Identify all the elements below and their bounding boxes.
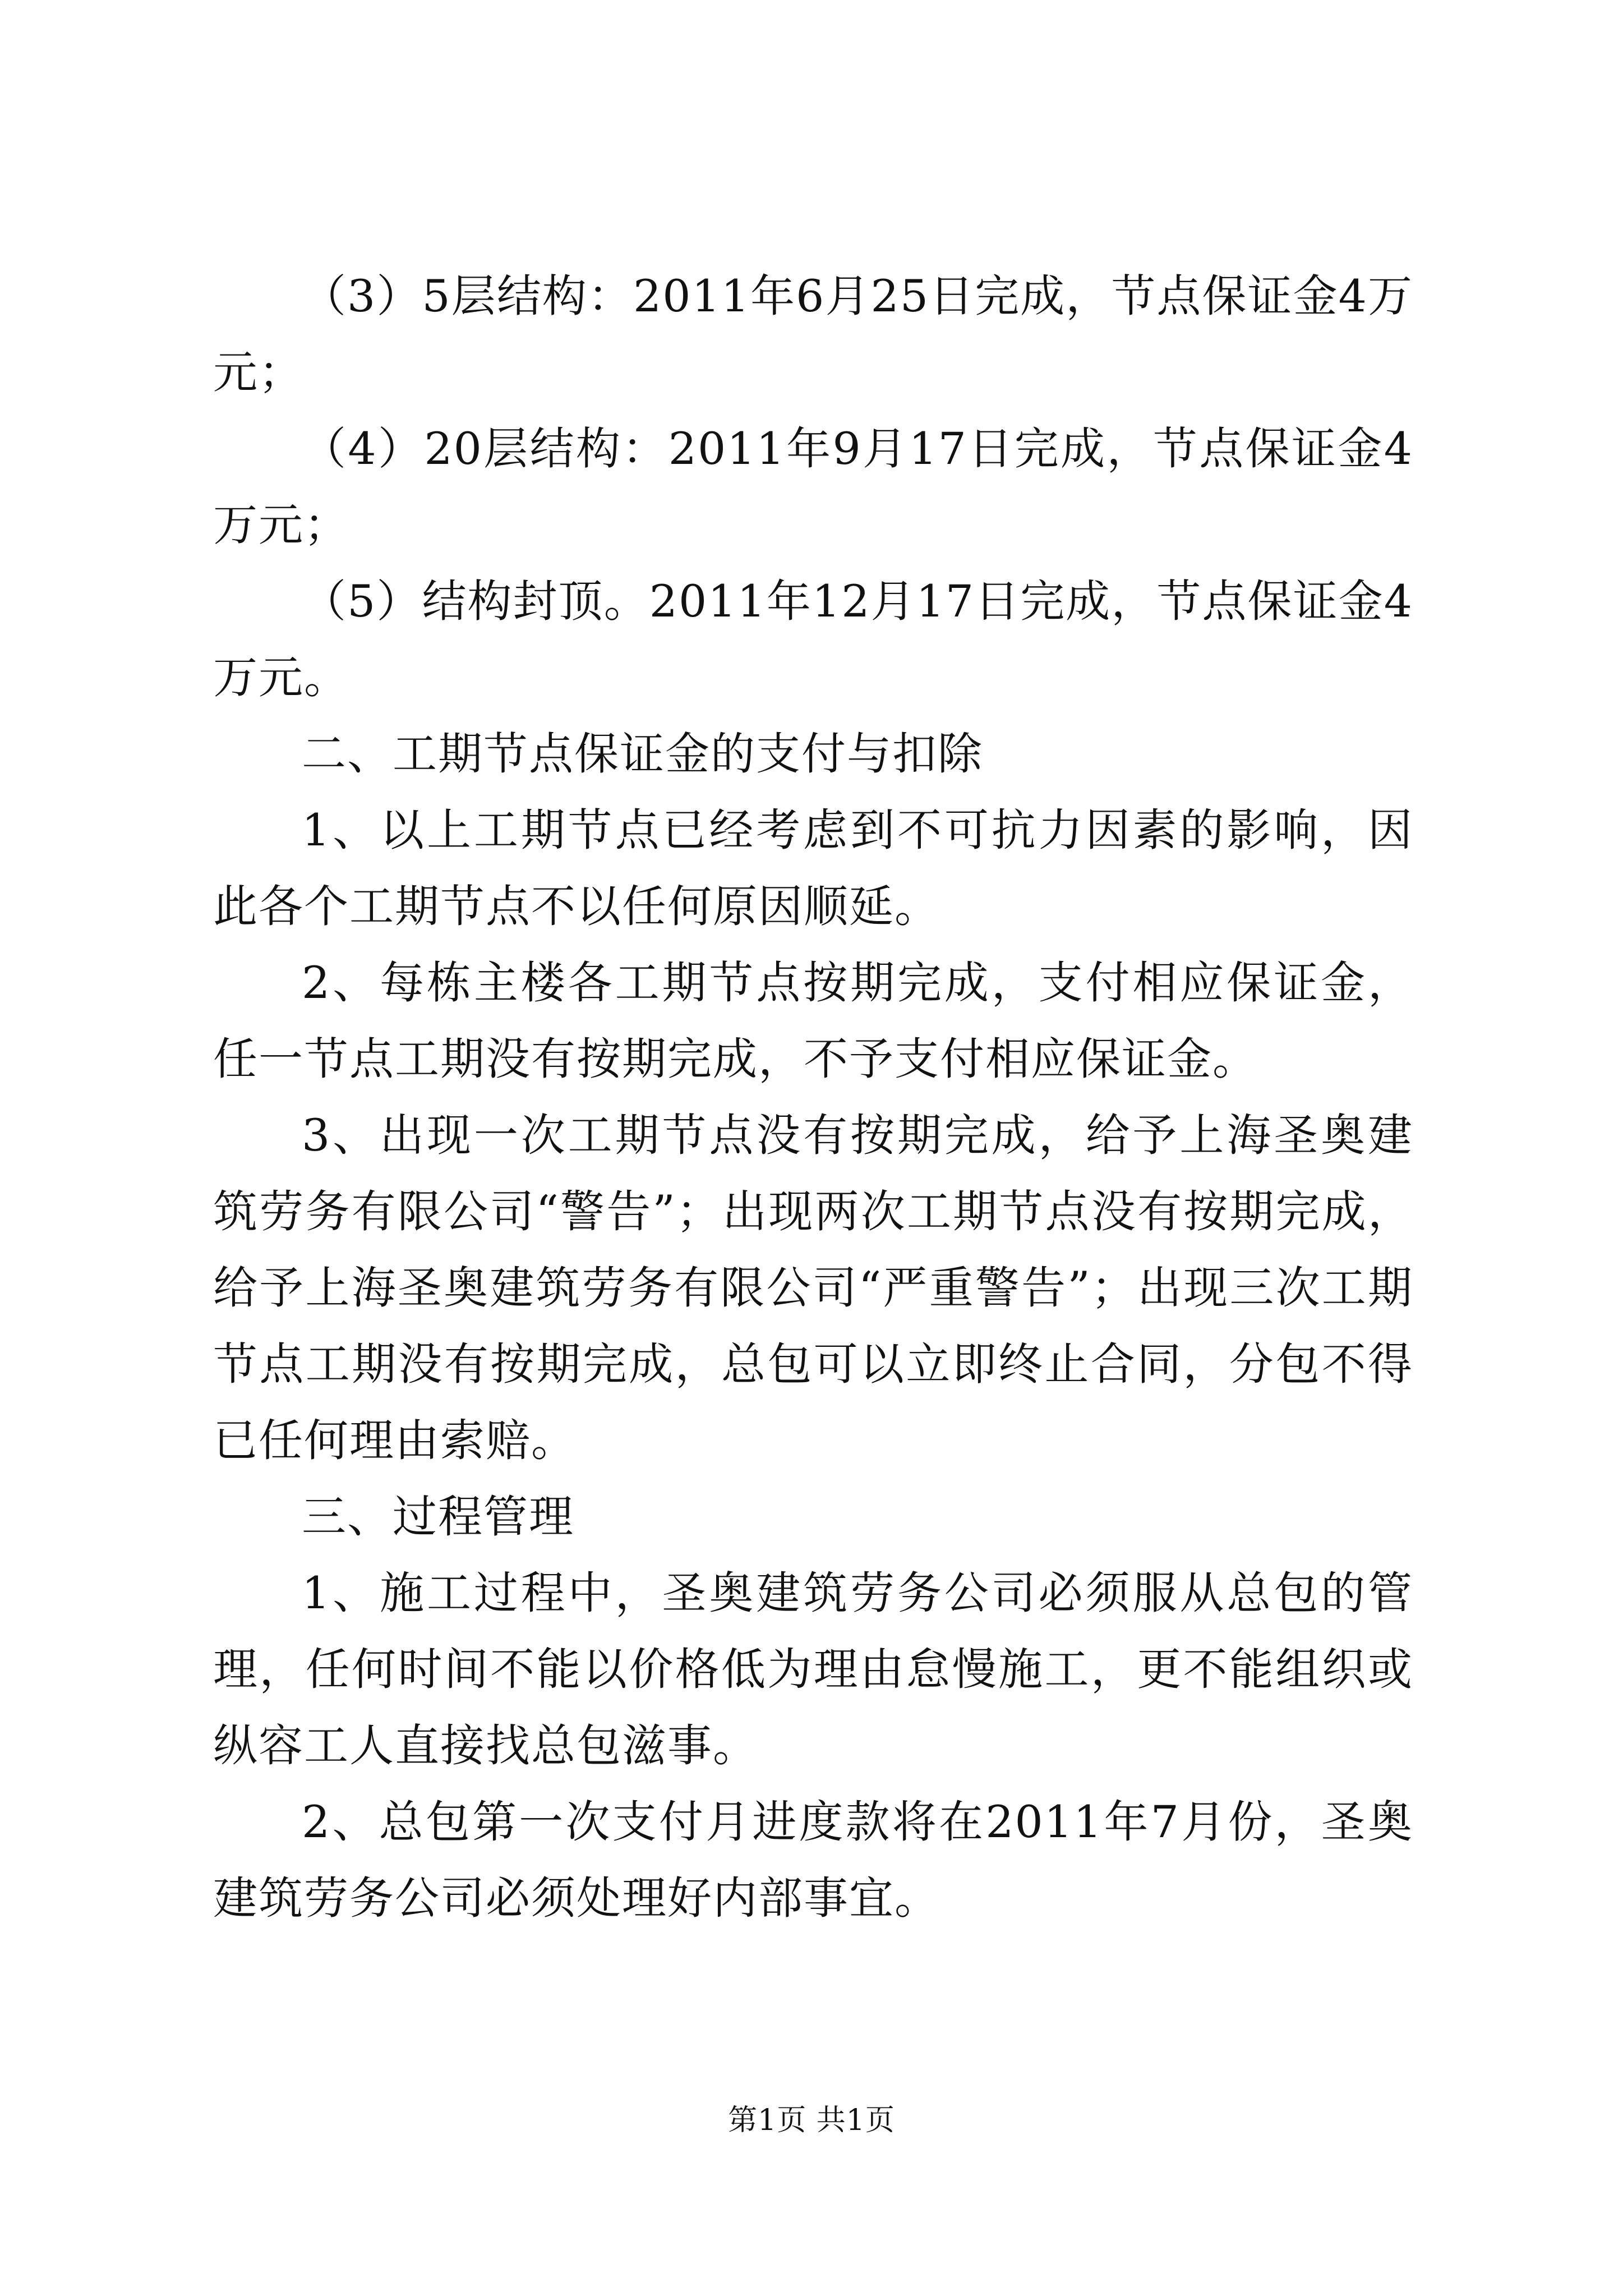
- paragraph-item-3: （3）5层结构：2011年6月25日完成，节点保证金4万元；: [213, 270, 1413, 398]
- paragraph-2-1: 1、以上工期节点已经考虑到不可抗力因素的影响，因此各个工期节点不以任何原因顺延。: [213, 804, 1413, 932]
- paragraph-3-2: 2、总包第一次支付月进度款将在2011年7月份，圣奥建筑劳务公司必须处理好内部事宜。: [213, 1796, 1413, 1924]
- paragraph-2-2: 2、每栋主楼各工期节点按期完成，支付相应保证金，任一节点工期没有按期完成，不予支付相应保证金。: [213, 957, 1413, 1085]
- paragraph-2-3: 3、出现一次工期节点没有按期完成，给予上海圣奥建筑劳务有限公司“警告”；出现两次工期节点没有按期完成，给予上海圣奥建筑劳务有限公司“严重警告”；出现三次工期节点工期没有按期完成，总包可以立即终止合同，分包不得已任何理由索赔。: [213, 1110, 1413, 1466]
- section-heading-3: 三、过程管理: [302, 1491, 574, 1543]
- document-body: [213, 258, 1413, 1936]
- paragraph-item-5: （5）结构封顶。2011年12月17日完成，节点保证金4万元。: [213, 576, 1413, 703]
- page-footer: 第1页 共1页: [728, 2104, 895, 2137]
- paragraph-item-4: （4）20层结构：2011年9月17日完成，节点保证金4万元；: [213, 423, 1413, 551]
- paragraph-3-1: 1、施工过程中，圣奥建筑劳务公司必须服从总包的管理，任何时间不能以价格低为理由怠慢施工，更不能组织或纵容工人直接找总包滋事。: [213, 1567, 1413, 1772]
- section-heading-2: 二、工期节点保证金的支付与扣除: [302, 728, 983, 780]
